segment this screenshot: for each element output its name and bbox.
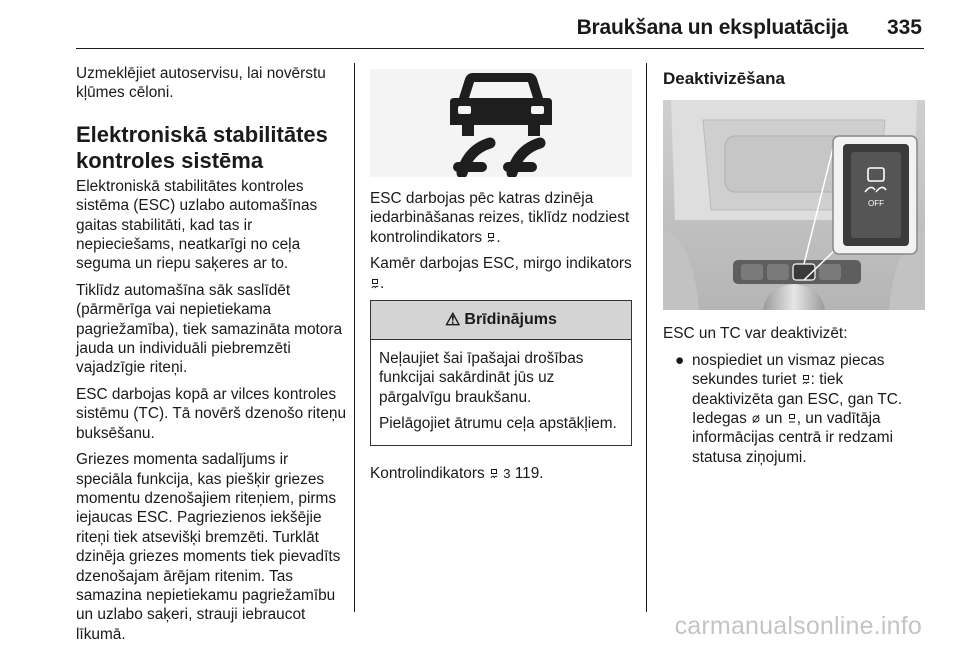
header-rule (76, 48, 924, 49)
warning-paragraph: Neļaujiet šai īpašajai drošības funkcijai sakārdināt jūs uz pārgalvīgu braukšanu. (379, 350, 584, 406)
list-text: : tiek deaktivizēta gan ESC, gan TC. Iedegas (692, 371, 903, 428)
punctuation: . (380, 274, 385, 292)
warning-box (370, 300, 632, 446)
esc-indicator-icon (371, 279, 379, 289)
esc-indicator-icon (487, 233, 495, 243)
paragraph: ESC darbojas kopā ar vilces kontroles sistēmu (TC). Tā novērš dzenošo riteņu buksēšanu. (76, 385, 347, 442)
list-text: un (765, 410, 783, 428)
paragraph-text: ESC darbojas pēc katras dzinēja iedarbināšanas reizes, tiklīdz nodziest kontrolindikators (370, 190, 630, 246)
column-divider (646, 63, 647, 612)
cross-reference (370, 464, 632, 483)
paragraph: Elektroniskā stabilitātes kontroles sistēma (ESC) uzlabo automašīnas gaitas stabilitāti, kad tas ir nepieciešams, neatkarīgi no ceļa seguma un riepu saķeres ar to. (76, 177, 318, 273)
esc-indicator-icon (490, 469, 498, 479)
warning-triangle-icon: ⚠ (445, 310, 461, 330)
column-divider (354, 63, 355, 612)
list-text: , un vadītāja informācijas centrā ir redzami statusa ziņojumi. (692, 410, 893, 466)
warning-body (371, 340, 631, 445)
warning-title: Brīdinājums (464, 311, 557, 329)
bullet-icon: ● (675, 351, 685, 369)
warning-paragraph: Pielāgojiet ātrumu ceļa apstākļiem. (379, 415, 617, 433)
list-item (663, 351, 925, 467)
paragraph (370, 254, 632, 293)
running-header-title: Braukšana un ekspluatācija (576, 16, 848, 39)
intro-paragraph: Uzmeklējiet autoservisu, lai novērstu kļūmes cēloni. (76, 65, 326, 102)
paragraph-text: Kamēr darbojas ESC, mirgo indikators (370, 255, 632, 273)
paragraph: Tiklīdz automašīna sāk saslīdēt (pārmērīga vai nepietiekama pagriežamība), tiek samazināta motora jauda un individuāli piebremzēti vajadzīgie riteņi. (76, 281, 343, 377)
warning-header (371, 301, 631, 340)
punctuation: . (496, 228, 501, 246)
column-2 (370, 64, 632, 490)
paragraph (370, 189, 632, 247)
skidding-car-icon (370, 69, 632, 177)
list-item-text (692, 351, 925, 467)
watermark: carmanualsonline.info (674, 612, 922, 640)
console-illustration (663, 100, 925, 310)
ref-page[interactable]: 119. (514, 464, 544, 482)
tc-off-indicator-icon (752, 414, 760, 424)
subsection-heading: Deaktivizēšana (663, 69, 785, 88)
esc-symbol-figure (370, 69, 632, 177)
esc-indicator-icon (802, 375, 810, 385)
page-ref-arrow-icon: 3 (503, 465, 511, 481)
ref-label: Kontrolindikators (370, 464, 485, 482)
paragraph: ESC un TC var deaktivizēt: (663, 325, 848, 343)
center-console-figure (663, 100, 925, 310)
list-text: nospiediet un vismaz piecas sekundes turiet (692, 351, 885, 389)
column-3 (663, 64, 925, 467)
off-label: OFF (868, 199, 884, 209)
page-number: 335 (886, 16, 922, 39)
esc-off-indicator-icon (788, 414, 796, 424)
section-heading: Elektroniskā stabilitātes kontroles sistēma (76, 121, 328, 173)
paragraph: Griezes momenta sadalījums ir speciāla funkcija, kas piešķir griezes momentu dzenošajiem riteņiem, pirms iejaucas ESC. Pagriezienos iekšējie riteņi tiek atsevišķi bremzēti. Turklāt dzinēja griezes moments tiek pievadīts dzenošajam ārējam ritenim. Tas samazina nepietiekamu pagriežamību un uzlabo saķeri, strauji iebraucot līkumā. (76, 451, 341, 643)
column-1 (76, 64, 346, 651)
